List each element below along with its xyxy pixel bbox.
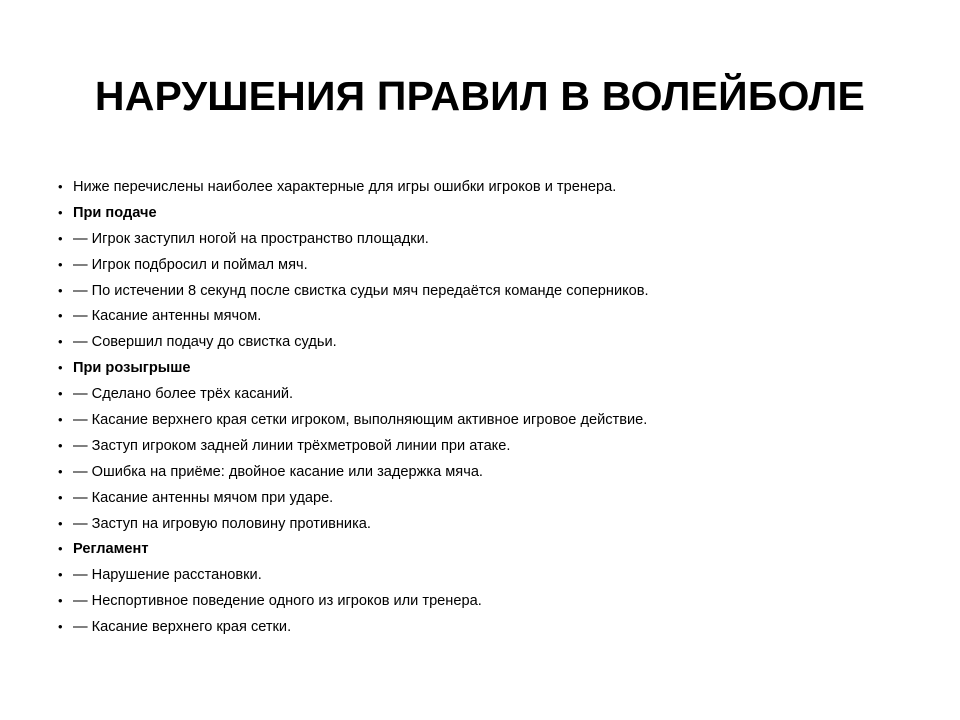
bullet-icon: • [58,386,63,402]
list-item [58,226,918,252]
bullet-icon: • [58,179,63,194]
list-item-text: — Касание верхнего края сетки игроком, выполняющим активное игровое действие. [73,412,648,429]
list-item [58,485,918,511]
list-item-text: — Нарушение расстановки. [73,567,262,584]
bullet-icon: • [58,308,63,324]
bullet-icon: • [58,282,63,298]
bullet-icon: • [58,360,63,376]
list-item-text: — Заступ на игровую половину противника. [73,515,371,532]
list-item-text: — Игрок подбросил и поймал мяч. [73,256,308,273]
section-heading [58,536,918,562]
bullet-icon: • [58,515,63,531]
list-item-text: — Заступ игроком задней линии трёхметровой линии при атаке. [73,437,511,454]
section-heading-text: При розыгрыше [73,360,191,377]
bullet-icon: • [58,256,63,272]
bullet-icon: • [58,334,63,350]
list-item [58,381,918,407]
bullet-icon: • [58,204,63,220]
bullet-list [58,174,918,640]
list-item [58,459,918,485]
slide-title: НАРУШЕНИЯ ПРАВИЛ В ВОЛЕЙБОЛЕ [94,73,866,119]
list-item [58,614,918,640]
list-item [58,329,918,355]
list-item [58,433,918,459]
list-item-text: — Неспортивное поведение одного из игроков или тренера. [73,593,482,610]
list-item-text: — Сделано более трёх касаний. [73,386,294,403]
section-heading [58,200,918,226]
bullet-icon: • [58,412,63,428]
list-item-text: — Совершил подачу до свистка судьи. [73,334,337,351]
list-item-text: — Игрок заступил ногой на пространство площадки. [73,230,429,247]
list-item-text: — Ошибка на приёме: двойное касание или задержка мяча. [73,463,483,480]
section-heading-text: Регламент [73,541,149,558]
list-item [58,511,918,537]
bullet-icon: • [58,463,63,479]
bullet-icon: • [58,619,63,635]
bullet-icon: • [58,593,63,609]
list-item-text: — Касание антенны мячом при ударе. [73,489,334,506]
bullet-icon: • [58,567,63,583]
section-heading-text: При подаче [73,204,157,221]
bullet-icon: • [58,489,63,505]
list-item [58,303,918,329]
bullet-icon: • [58,437,63,453]
list-item [58,278,918,304]
list-item [58,407,918,433]
bullet-icon: • [58,541,63,557]
list-item-text: — Касание антенны мячом. [73,308,262,325]
list-item [58,252,918,278]
list-item [58,174,918,200]
list-item-text: — Касание верхнего края сетки. [73,619,292,636]
list-item [58,562,918,588]
list-item-text: — По истечении 8 секунд после свистка судьи мяч передаётся команде соперников. [73,282,649,299]
bullet-icon: • [58,230,63,246]
list-item-text: Ниже перечислены наиболее характерные для игры ошибки игроков и тренера. [73,179,617,195]
section-heading [58,355,918,381]
list-item [58,588,918,614]
